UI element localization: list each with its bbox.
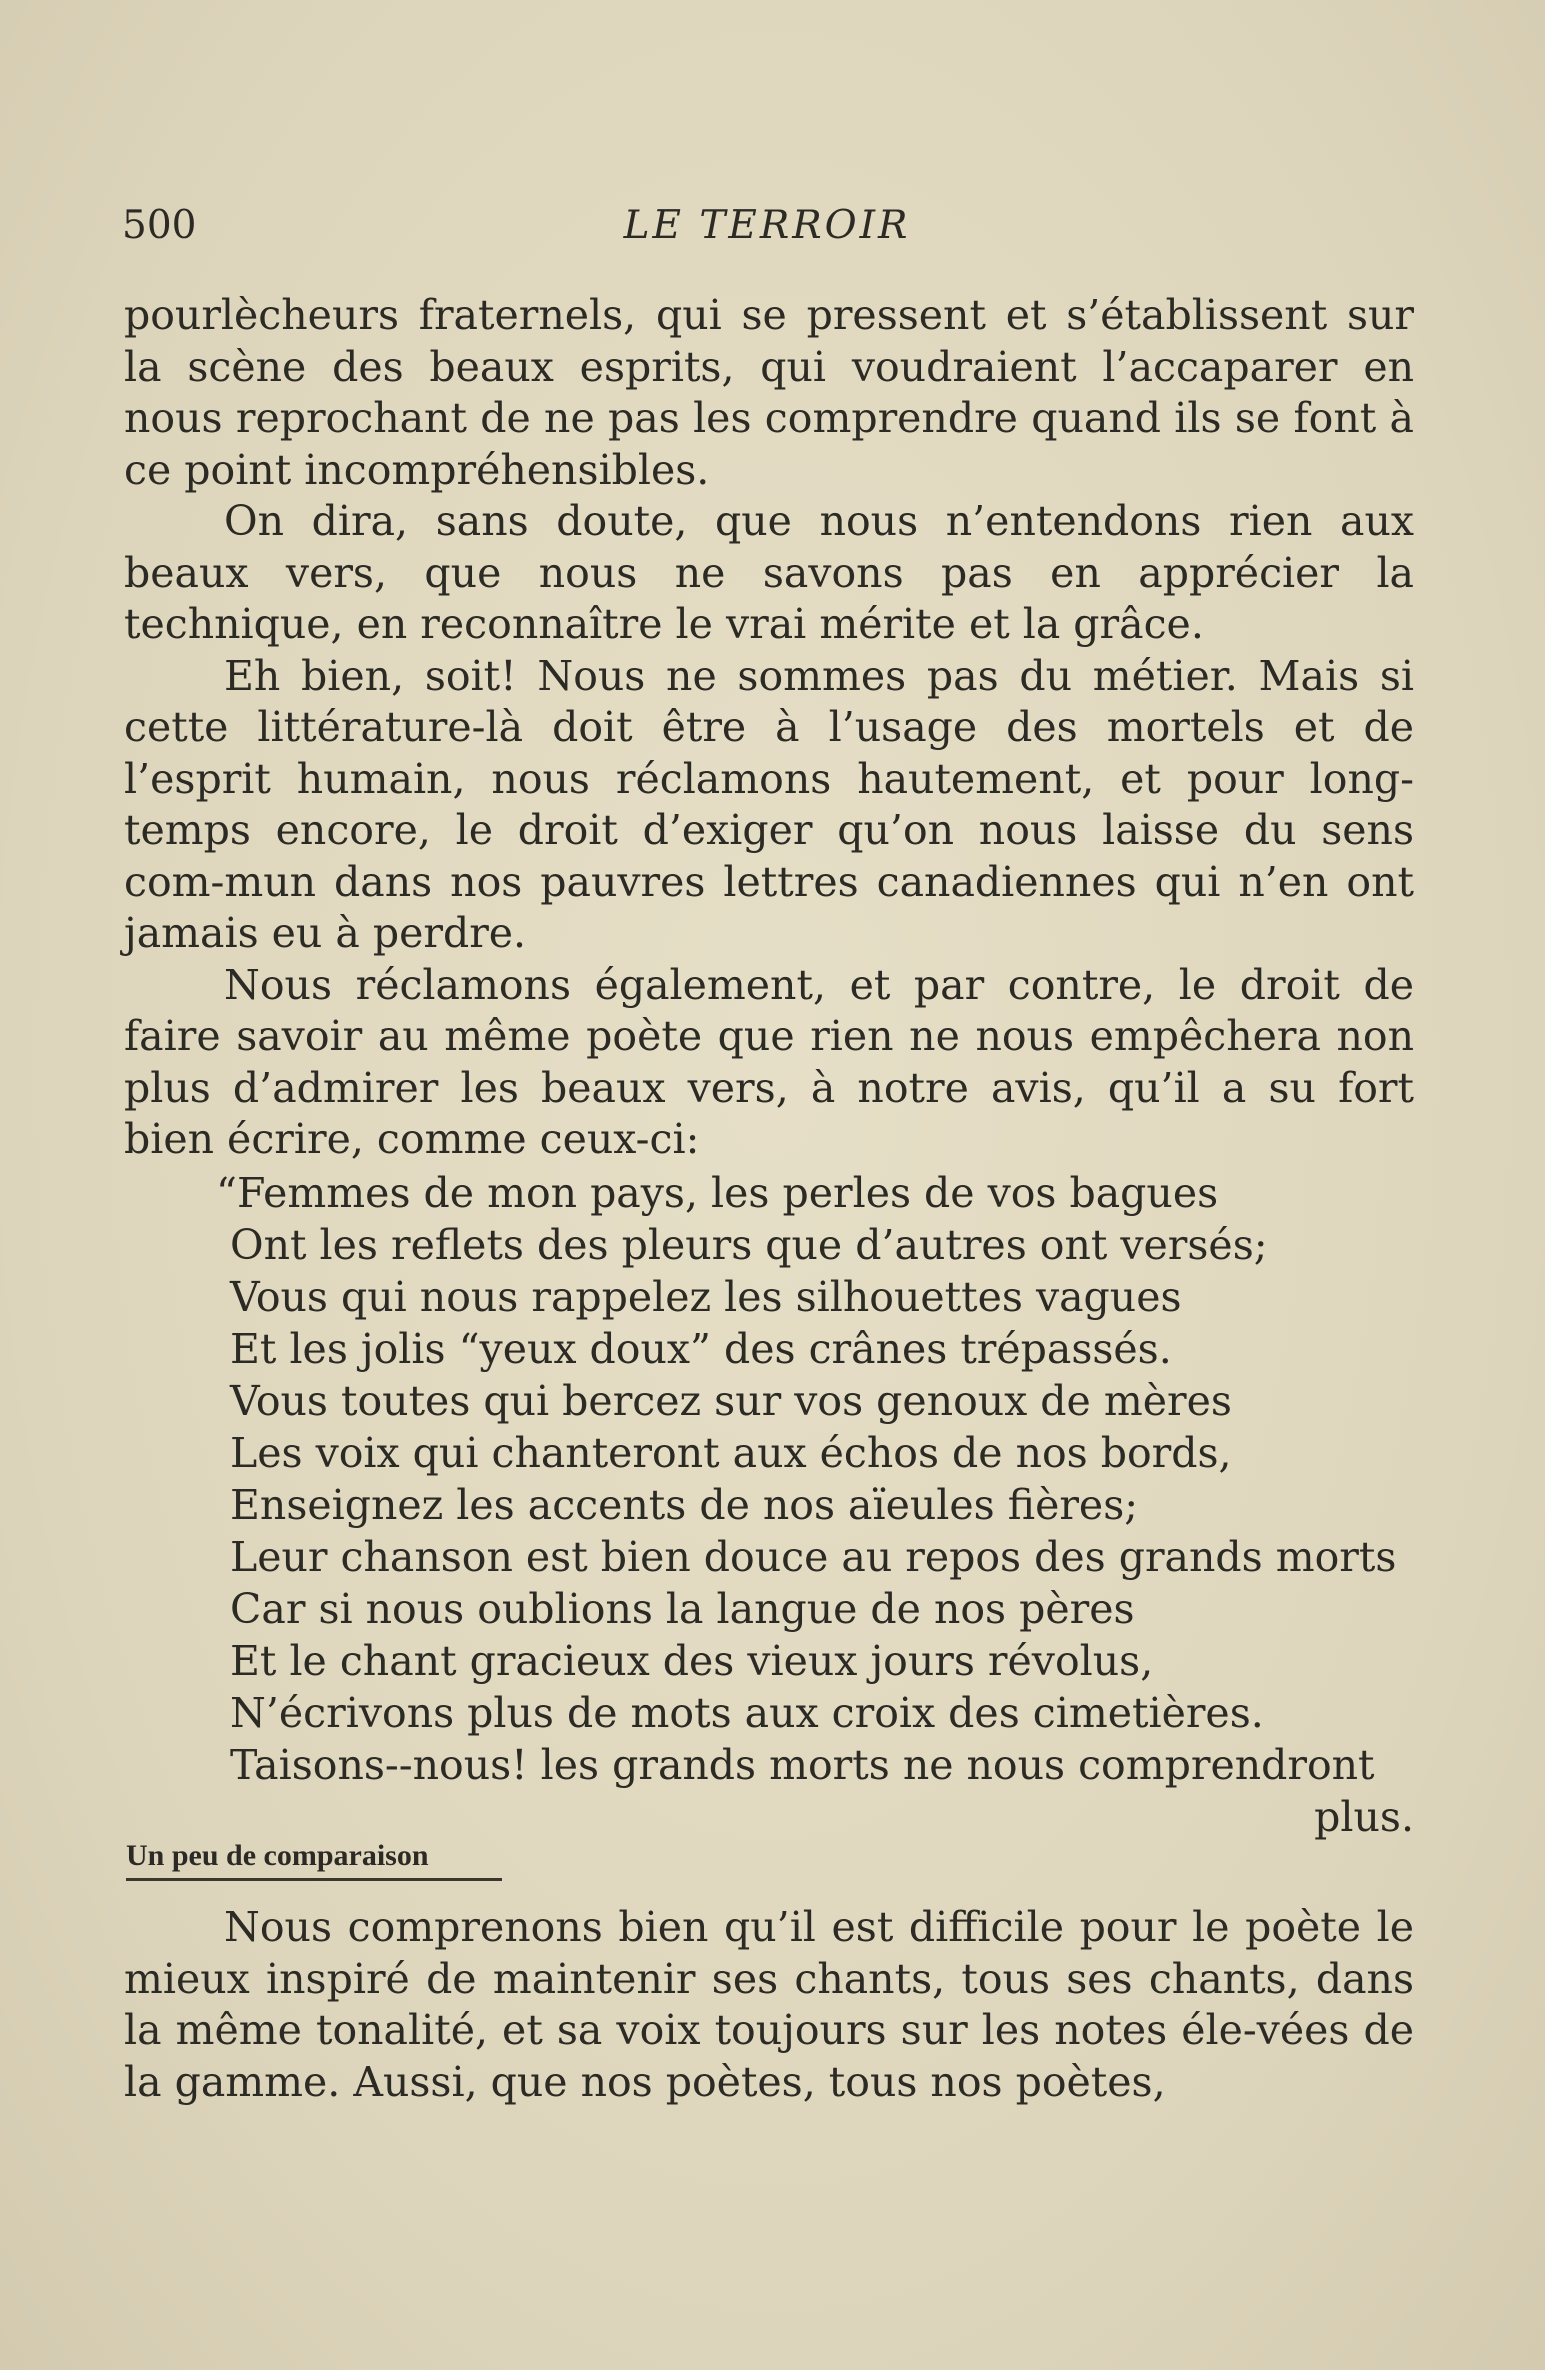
poem-line-overflow: plus. <box>1314 1793 1414 1841</box>
paragraph: On dira, sans doute, que nous n’entendons rien aux beaux vers, que nous ne savons pas en apprécier la technique, en reconnaître le vrai mérite et la grâce. <box>124 497 1414 648</box>
poem-line: Et les jolis “yeux doux” des crânes trépassés. <box>230 1325 1172 1373</box>
quoted-poem <box>124 1167 1414 1843</box>
section-heading: Un peu de comparaison <box>126 1836 502 1881</box>
poem-line: “Femmes de mon pays, les perles de vos bagues <box>216 1169 1219 1217</box>
paragraph: Nous comprenons bien qu’il est difficile pour le poète le mieux inspiré de maintenir ses chants, tous ses chants, dans la même tonalité, et sa voix toujours sur les notes éle-vées de la gamme. Aussi, que nos poètes, tous nos poètes, <box>124 1903 1414 2106</box>
poem-line: N’écrivons plus de mots aux croix des cimetières. <box>230 1689 1264 1737</box>
poem-line: Les voix qui chanteront aux échos de nos bords, <box>230 1429 1232 1477</box>
poem-line: Ont les reflets des pleurs que d’autres ont versés; <box>230 1221 1268 1269</box>
poem-line: Enseignez les accents de nos aïeules fières; <box>230 1481 1139 1529</box>
paragraph: pourlècheurs fraternels, qui se pressent et s’établissent sur la scène des beaux esprits, qui voudraient l’accaparer en nous reprochant de ne pas les comprendre quand ils se font à ce point incompréhensibles. <box>124 291 1414 494</box>
page-number: 500 <box>122 203 197 248</box>
poem-line: Vous toutes qui bercez sur vos genoux de mères <box>230 1377 1232 1425</box>
body-text-top <box>124 290 1414 1166</box>
poem-line: Leur chanson est bien douce au repos des grands morts <box>230 1533 1397 1581</box>
poem-line: Vous qui nous rappelez les silhouettes vagues <box>230 1273 1182 1321</box>
page-header <box>122 196 1412 256</box>
paragraph: Nous réclamons également, et par contre, le droit de faire savoir au même poète que rien ne nous empêchera non plus d’admirer les beaux vers, à notre avis, qu’il a su fort bien écrire, comme ceux-ci: <box>124 960 1414 1163</box>
poem-line: Car si nous oublions la langue de nos pères <box>230 1585 1135 1633</box>
running-title: LE TERROIR <box>623 203 911 248</box>
poem-line: Et le chant gracieux des vieux jours révolus, <box>230 1637 1154 1685</box>
paragraph: Eh bien, soit! Nous ne sommes pas du métier. Mais si cette littérature-là doit être à l’usage des mortels et de l’esprit humain, nous réclamons hautement, et pour long-temps encore, le droit d’exiger qu’on nous laisse du sens com-mun dans nos pauvres lettres canadiennes qui n’en ont jamais eu à perdre. <box>124 651 1414 957</box>
poem-line: Taisons--nous! les grands morts ne nous comprendront <box>230 1741 1375 1789</box>
body-text-bottom <box>124 1902 1414 2108</box>
